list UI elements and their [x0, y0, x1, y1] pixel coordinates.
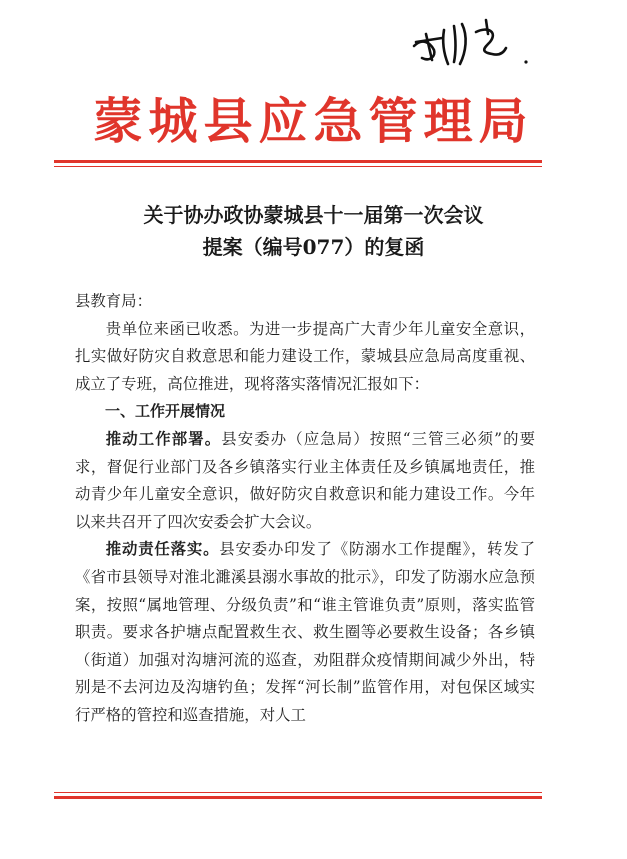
paragraph-responsibility	[75, 536, 535, 729]
document-title-line-2: 提案（编号077）的复函	[202, 235, 425, 259]
footer-divider-thin	[54, 792, 542, 793]
paragraph-text: 县安委办印发了《防溺水工作提醒》，转发了《省市县领导对淮北濉溪县溺水事故的批示》，印发了防溺水应急预案，按照“属地管理、分级负责”和“谁主管谁负责”原则，落实监管职责。要求各护塘点配置救生衣、救生圈等必要救生设备；各乡镇（街道）加强对沟塘河流的巡查，劝阻群众疫情期间减少外出，特别是不去河边及沟塘钓鱼；发挥“河长制”监管作用，对包保区域实行严格的管控和巡查措施，对人工	[75, 540, 535, 724]
letterhead-divider-thick	[54, 160, 542, 163]
paragraph-lead: 推动工作部署。	[105, 429, 222, 448]
paragraph-lead: 推动责任落实。	[105, 540, 220, 559]
paragraph-text: 县安委办（应急局）按照“三管三必须”的要求，督促行业部门及各乡镇落实行业主体责任及乡镇属地责任，推动青少年儿童安全意识，做好防灾自救意识和能力建设工作。今年以来共召开了四次安委会扩大会议。	[75, 429, 535, 531]
letterhead-title: 蒙城县应急管理局	[93, 93, 534, 150]
document-body	[75, 288, 535, 730]
handwritten-signature	[408, 12, 538, 72]
intro-paragraph: 贵单位来函已收悉。为进一步提高广大青少年儿童安全意识，扎实做好防灾自救意思和能力建设工作，蒙城县应急局高度重视、成立了专班，高位推进，现将落实落情况汇报如下：	[75, 319, 535, 393]
paragraph-work-deployment	[75, 426, 535, 536]
salutation: 县教育局：	[75, 292, 152, 310]
footer-divider-thick	[54, 796, 542, 799]
document-title-line-1: 关于协办政协蒙城县十一届第一次会议	[143, 203, 484, 227]
letterhead-divider-thin	[54, 166, 542, 167]
section-heading: 一、工作开展情况	[105, 402, 226, 421]
